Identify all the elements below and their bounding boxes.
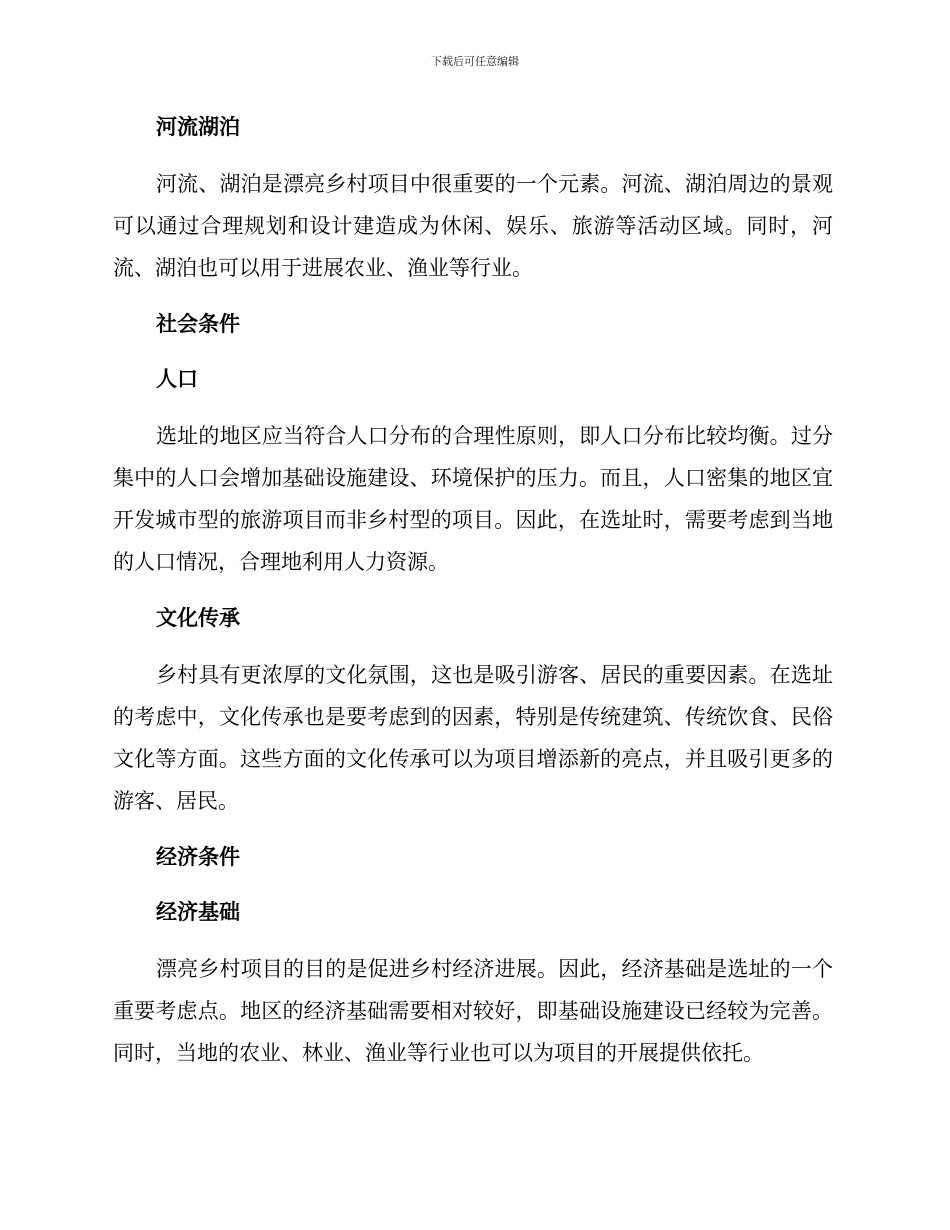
paragraph-rivers-lakes: 河流、湖泊是漂亮乡村项目中很重要的一个元素。河流、湖泊周边的景观可以通过合理规划和设计建造成为休闲、娱乐、旅游等活动区域。同时，河流、湖泊也可以用于进展农业、渔业等行业。 [113,172,833,280]
heading-social-conditions: 社会条件 [156,312,240,336]
heading-economic-conditions: 经济条件 [156,845,240,869]
heading-population: 人口 [156,367,198,391]
paragraph-population: 选址的地区应当符合人口分布的合理性原则，即人口分布比较均衡。过分集中的人口会增加基础设施建设、环境保护的压力。而且，人口密集的地区宜开发城市型的旅游项目而非乡村型的项目。因此，在选址时，需要考虑到当地的人口情况，合理地利用人力资源。 [113,424,833,574]
page-header-note: 下载后可任意编辑 [431,55,519,68]
paragraph-economic-foundation: 漂亮乡村项目的目的是促进乡村经济进展。因此，经济基础是选址的一个重要考虑点。地区的经济基础需要相对较好，即基础设施建设已经较为完善。同时，当地的农业、林业、渔业等行业也可以为项目的开展提供依托。 [113,957,833,1065]
heading-cultural-heritage: 文化传承 [156,606,240,630]
paragraph-cultural-heritage: 乡村具有更浓厚的文化氛围，这也是吸引游客、居民的重要因素。在选址的考虑中，文化传承也是要考虑到的因素，特别是传统建筑、传统饮食、民俗文化等方面。这些方面的文化传承可以为项目增添新的亮点，并且吸引更多的游客、居民。 [113,663,833,813]
document-body [113,108,833,1074]
heading-rivers-lakes: 河流湖泊 [156,115,240,139]
heading-economic-foundation: 经济基础 [156,900,240,924]
